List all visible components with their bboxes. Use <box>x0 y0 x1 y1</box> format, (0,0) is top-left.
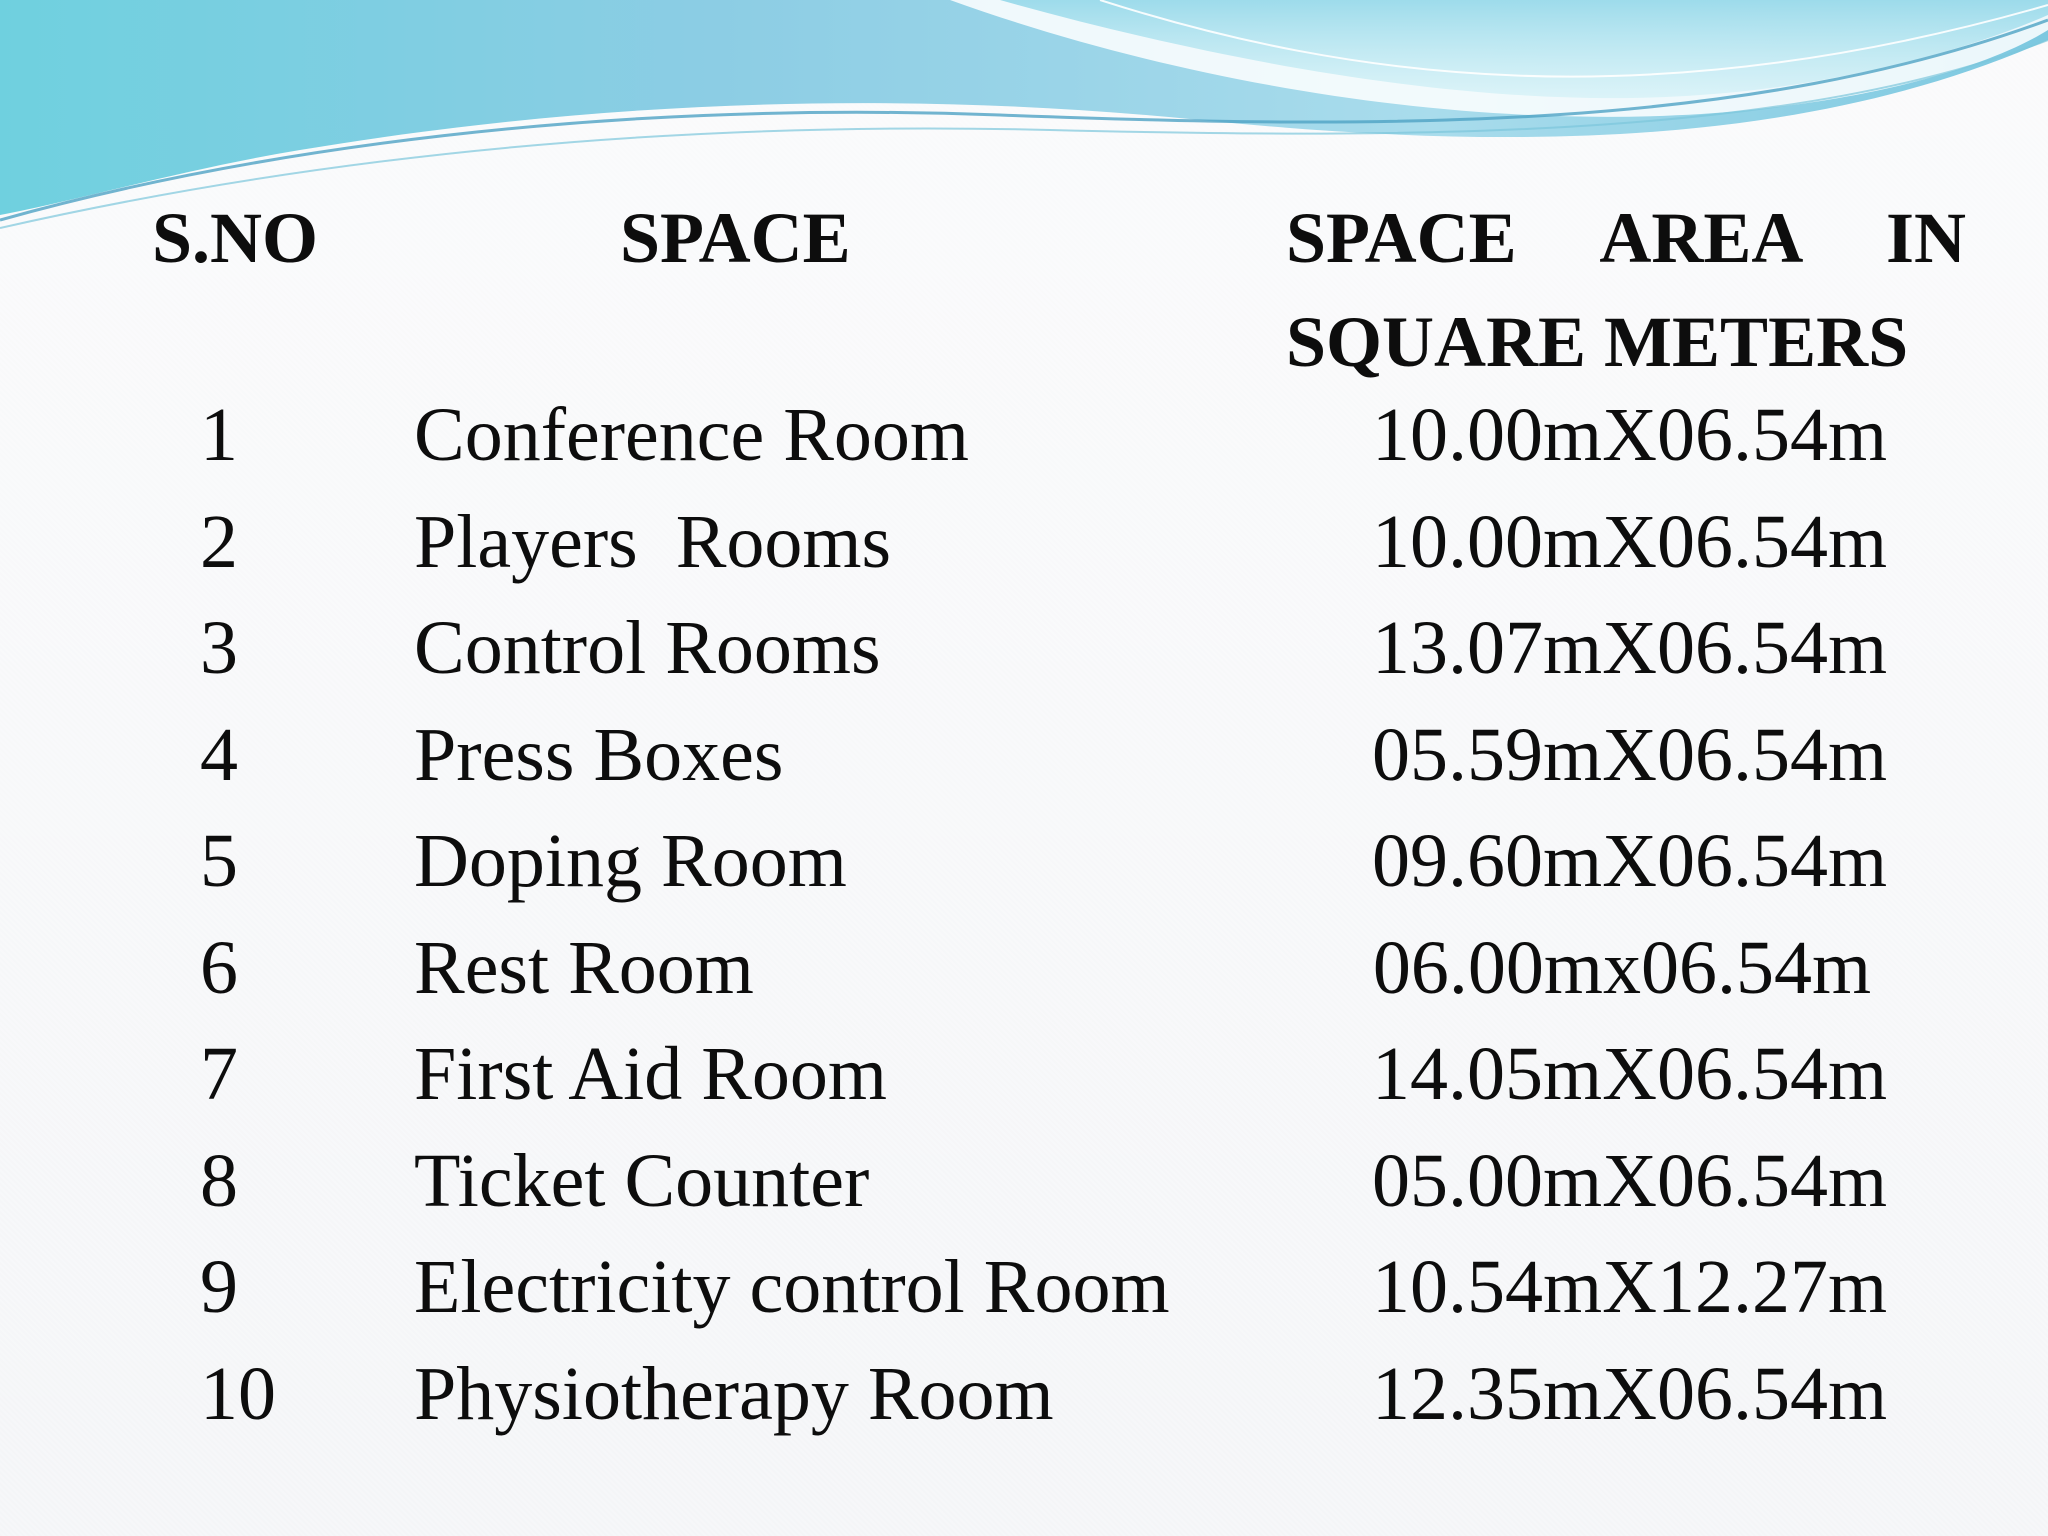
row-space: Rest Room <box>414 925 754 1010</box>
row-sno: 2 <box>200 499 238 584</box>
row-space: Electricity control Room <box>414 1245 1170 1329</box>
row-area: 12.35mX06.54m <box>1372 1351 1888 1436</box>
row-space: Players Rooms <box>414 499 892 584</box>
row-area: 10.54mX12.27m <box>1372 1245 1888 1329</box>
row-space: Doping Room <box>414 819 847 903</box>
row-area: 13.07mX06.54m <box>1372 606 1888 690</box>
table-body <box>0 382 2048 1447</box>
row-area: 09.60mX06.54m <box>1372 819 1888 903</box>
table-header <box>0 176 2048 382</box>
table-row <box>0 915 2048 1022</box>
header-space-area-line2: SQUARE METERS <box>1286 302 1909 382</box>
table-row <box>0 1128 2048 1235</box>
row-sno: 6 <box>200 925 238 1010</box>
row-sno: 8 <box>200 1138 238 1223</box>
row-area: 14.05mX06.54m <box>1372 1032 1888 1116</box>
table-row <box>0 702 2048 809</box>
table-row <box>0 489 2048 596</box>
header-word-area: AREA <box>1599 198 1804 278</box>
table-row <box>0 382 2048 489</box>
row-sno: 5 <box>200 819 238 903</box>
row-area: 05.00mX06.54m <box>1372 1138 1888 1223</box>
row-area: 05.59mX06.54m <box>1372 712 1888 797</box>
row-space: Control Rooms <box>414 606 881 690</box>
table-row <box>0 1021 2048 1128</box>
table-row <box>0 1234 2048 1341</box>
header-space: SPACE <box>620 198 851 278</box>
row-sno: 7 <box>200 1032 238 1116</box>
row-area: 06.00mx06.54m <box>1372 925 1872 1010</box>
row-area: 10.00mX06.54m <box>1372 393 1888 477</box>
header-space-area <box>1286 186 1966 394</box>
row-space: First Aid Room <box>414 1032 887 1116</box>
header-space-area-line1 <box>1286 186 1966 290</box>
table-row <box>0 808 2048 915</box>
row-area: 10.00mX06.54m <box>1372 499 1888 584</box>
table-row <box>0 595 2048 702</box>
row-sno: 1 <box>200 393 238 477</box>
row-sno: 10 <box>200 1351 276 1436</box>
header-sno: S.NO <box>152 198 319 278</box>
table-row <box>0 1341 2048 1448</box>
header-word-space: SPACE <box>1286 198 1517 278</box>
row-sno: 9 <box>200 1245 238 1329</box>
row-sno: 3 <box>200 606 238 690</box>
row-space: Ticket Counter <box>414 1138 870 1223</box>
row-space: Physiotherapy Room <box>414 1351 1054 1436</box>
row-space: Press Boxes <box>414 712 784 797</box>
header-word-in: IN <box>1885 198 1966 278</box>
row-space: Conference Room <box>414 393 970 477</box>
row-sno: 4 <box>200 712 238 797</box>
